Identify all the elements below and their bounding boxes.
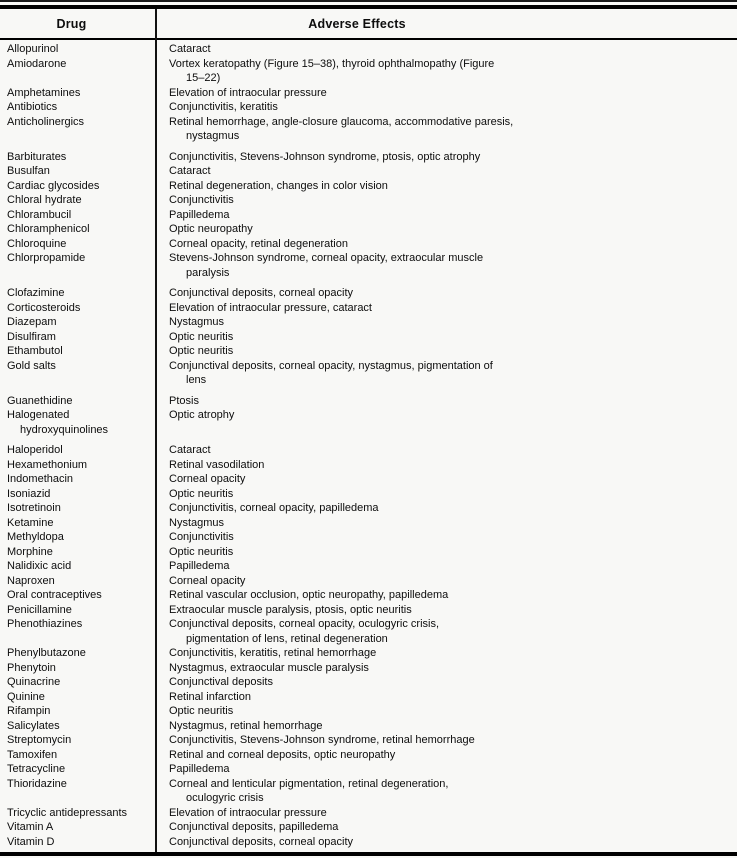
drug-name-line: Salicylates bbox=[7, 719, 60, 732]
drug-cell bbox=[0, 777, 157, 806]
effects-cell bbox=[157, 820, 737, 835]
effects-cell bbox=[157, 443, 737, 458]
effects-cell bbox=[157, 208, 737, 223]
effects-cell bbox=[157, 487, 737, 502]
effects-cell bbox=[157, 164, 737, 179]
bottom-rule bbox=[0, 852, 737, 856]
drug-name-line: Indomethacin bbox=[7, 473, 74, 485]
drug-cell bbox=[0, 42, 157, 57]
adverse-effect-line: pigmentation of lens, retinal degeneration bbox=[186, 632, 388, 645]
adverse-effect-line: Conjunctivitis, Stevens-Johnson syndrome, ptosis, optic atrophy bbox=[169, 150, 481, 163]
adverse-effect-line: Retinal hemorrhage, angle-closure glaucoma, accommodative paresis, bbox=[169, 115, 514, 128]
effects-cell bbox=[157, 222, 737, 237]
table-row bbox=[0, 748, 737, 763]
table-row bbox=[0, 762, 737, 777]
adverse-effect-line: Cataract bbox=[169, 43, 211, 55]
adverse-effect-line: Conjunctivitis, Stevens-Johnson syndrome, retinal hemorrhage bbox=[169, 734, 475, 746]
effects-cell bbox=[157, 286, 737, 301]
effects-cell bbox=[157, 690, 737, 705]
table-row bbox=[0, 559, 737, 574]
drug-cell bbox=[0, 646, 157, 661]
drug-name-line: Morphine bbox=[7, 545, 53, 558]
table-header-row bbox=[0, 9, 737, 38]
effects-cell bbox=[157, 733, 737, 748]
drug-cell bbox=[0, 359, 157, 388]
drug-cell bbox=[0, 806, 157, 821]
drug-cell bbox=[0, 820, 157, 835]
effects-cell bbox=[157, 574, 737, 589]
drug-cell bbox=[0, 574, 157, 589]
effects-cell bbox=[157, 661, 737, 676]
drug-cell bbox=[0, 545, 157, 560]
table-row bbox=[0, 100, 737, 115]
effects-cell bbox=[157, 150, 737, 165]
table-row bbox=[0, 164, 737, 179]
drug-cell bbox=[0, 501, 157, 516]
drug-name-line: Cardiac glycosides bbox=[7, 179, 100, 192]
drug-name-line: Anticholinergics bbox=[7, 115, 85, 128]
effects-cell bbox=[157, 344, 737, 359]
drug-cell bbox=[0, 675, 157, 690]
table-row bbox=[0, 359, 737, 388]
drug-cell bbox=[0, 286, 157, 301]
effects-cell bbox=[157, 588, 737, 603]
table-row bbox=[0, 516, 737, 531]
table-row bbox=[0, 806, 737, 821]
adverse-effect-line: oculogyric crisis bbox=[186, 792, 264, 804]
drug-cell bbox=[0, 472, 157, 487]
drug-name-line: Thioridazine bbox=[7, 777, 67, 790]
drug-cell bbox=[0, 458, 157, 473]
drug-name-line: Penicillamine bbox=[7, 603, 72, 616]
effects-cell bbox=[157, 835, 737, 850]
adverse-effect-line: Retinal infarction bbox=[169, 690, 251, 703]
adverse-effect-line: 15–22) bbox=[186, 72, 221, 84]
effects-cell bbox=[157, 545, 737, 560]
drug-cell bbox=[0, 748, 157, 763]
table-row bbox=[0, 330, 737, 345]
drug-name-line: Methyldopa bbox=[7, 531, 64, 543]
table-row bbox=[0, 820, 737, 835]
table-row bbox=[0, 603, 737, 618]
drug-name-line: Haloperidol bbox=[7, 444, 63, 456]
drug-name-line: Nalidixic acid bbox=[7, 560, 72, 572]
table-row bbox=[0, 344, 737, 359]
effects-cell bbox=[157, 646, 737, 661]
drug-name-line: Vitamin A bbox=[7, 821, 54, 833]
table-row bbox=[0, 777, 737, 806]
table-row bbox=[0, 501, 737, 516]
drug-cell bbox=[0, 530, 157, 545]
drug-name-line: Hexamethonium bbox=[7, 458, 88, 471]
table-row bbox=[0, 57, 737, 86]
drug-cell bbox=[0, 193, 157, 208]
drug-name-line: Diazepam bbox=[7, 316, 57, 328]
drug-name-line: Tamoxifen bbox=[7, 748, 58, 761]
effects-cell bbox=[157, 501, 737, 516]
drug-cell bbox=[0, 603, 157, 618]
drug-name-line: Vitamin D bbox=[7, 835, 55, 848]
adverse-effect-line: Corneal opacity bbox=[169, 473, 246, 485]
adverse-effect-line: Conjunctivitis, keratitis bbox=[169, 101, 278, 113]
drug-name-line: Ethambutol bbox=[7, 345, 63, 357]
table-row bbox=[0, 530, 737, 545]
drug-cell bbox=[0, 588, 157, 603]
adverse-effect-line: nystagmus bbox=[186, 130, 240, 142]
effects-cell bbox=[157, 719, 737, 734]
adverse-effect-line: paralysis bbox=[186, 266, 230, 279]
table-row bbox=[0, 179, 737, 194]
effects-cell bbox=[157, 394, 737, 409]
drug-cell bbox=[0, 344, 157, 359]
table-row bbox=[0, 150, 737, 165]
adverse-effect-line: Nystagmus bbox=[169, 316, 225, 328]
table-row bbox=[0, 690, 737, 705]
effects-cell bbox=[157, 193, 737, 208]
adverse-effect-line: Nystagmus bbox=[169, 516, 225, 529]
drug-cell bbox=[0, 251, 157, 280]
adverse-effect-line: Ptosis bbox=[169, 394, 199, 407]
effects-cell bbox=[157, 408, 737, 437]
table-row bbox=[0, 208, 737, 223]
drug-name-line: Phenylbutazone bbox=[7, 647, 86, 659]
drug-name-line: Isotretinoin bbox=[7, 502, 61, 514]
drug-name-line: Corticosteroids bbox=[7, 301, 81, 314]
adverse-effect-line: Conjunctival deposits, corneal opacity bbox=[169, 835, 354, 848]
effects-cell bbox=[157, 458, 737, 473]
adverse-effect-line: Conjunctivitis, keratitis, retinal hemorrhage bbox=[169, 647, 377, 659]
effects-cell bbox=[157, 777, 737, 806]
table-row bbox=[0, 646, 737, 661]
adverse-effect-line: Cataract bbox=[169, 165, 211, 177]
drug-cell bbox=[0, 661, 157, 676]
drug-name-line: Naproxen bbox=[7, 574, 55, 587]
effects-cell bbox=[157, 237, 737, 252]
effects-cell bbox=[157, 42, 737, 57]
table-row bbox=[0, 251, 737, 280]
drug-name-line: Chloral hydrate bbox=[7, 194, 82, 206]
table-row bbox=[0, 733, 737, 748]
drug-cell bbox=[0, 516, 157, 531]
adverse-effect-line: Optic neuritis bbox=[169, 345, 234, 357]
effects-cell bbox=[157, 251, 737, 280]
drug-cell bbox=[0, 301, 157, 316]
adverse-effects-column-header: Adverse Effects bbox=[308, 16, 406, 31]
drug-name-line: Amiodarone bbox=[7, 57, 67, 70]
effects-cell bbox=[157, 748, 737, 763]
effects-cell bbox=[157, 516, 737, 531]
drug-cell bbox=[0, 704, 157, 719]
drug-name-line: Phenothiazines bbox=[7, 618, 83, 630]
drug-cell bbox=[0, 208, 157, 223]
adverse-effect-line: Corneal opacity, retinal degeneration bbox=[169, 237, 348, 250]
effects-cell bbox=[157, 762, 737, 777]
drug-cell bbox=[0, 330, 157, 345]
table-row bbox=[0, 588, 737, 603]
effects-cell bbox=[157, 179, 737, 194]
drug-name-line: Rifampin bbox=[7, 705, 51, 717]
table-row bbox=[0, 86, 737, 101]
table-row bbox=[0, 301, 737, 316]
drug-cell bbox=[0, 487, 157, 502]
drug-name-line: Chlorambucil bbox=[7, 208, 72, 221]
adverse-effect-line: Vortex keratopathy (Figure 15–38), thyroid ophthalmopathy (Figure bbox=[169, 57, 495, 70]
adverse-effect-line: Conjunctival deposits, corneal opacity bbox=[169, 287, 354, 299]
drug-cell bbox=[0, 690, 157, 705]
drug-cell bbox=[0, 164, 157, 179]
drug-cell bbox=[0, 617, 157, 646]
table-row bbox=[0, 408, 737, 437]
drug-name-line: Ketamine bbox=[7, 516, 54, 529]
adverse-effect-line: Elevation of intraocular pressure, cataract bbox=[169, 301, 372, 314]
effects-cell bbox=[157, 603, 737, 618]
adverse-effect-line: Optic neuritis bbox=[169, 545, 234, 558]
adverse-effect-line: Nystagmus, retinal hemorrhage bbox=[169, 719, 323, 732]
table-row bbox=[0, 315, 737, 330]
adverse-effect-line: Cataract bbox=[169, 444, 211, 456]
drug-name-line: Quinine bbox=[7, 690, 45, 703]
drug-name-line: Disulfiram bbox=[7, 330, 56, 343]
adverse-effect-line: Conjunctival deposits bbox=[169, 676, 273, 688]
drug-name-line: Allopurinol bbox=[7, 43, 59, 55]
adverse-effect-line: Retinal degeneration, changes in color vision bbox=[169, 179, 388, 192]
drug-name-line: Quinacrine bbox=[7, 676, 61, 688]
drug-name-line: Chlorpropamide bbox=[7, 252, 86, 264]
table-row bbox=[0, 487, 737, 502]
adverse-effect-line: lens bbox=[186, 374, 207, 386]
drug-name-line: Phenytoin bbox=[7, 661, 56, 674]
drug-cell bbox=[0, 150, 157, 165]
drug-name-line: Isoniazid bbox=[7, 487, 51, 500]
table-row bbox=[0, 458, 737, 473]
adverse-effect-line: Conjunctival deposits, corneal opacity, oculogyric crisis, bbox=[169, 618, 440, 630]
effects-cell bbox=[157, 675, 737, 690]
adverse-effect-line: Optic neuritis bbox=[169, 330, 234, 343]
adverse-effect-line: Elevation of intraocular pressure bbox=[169, 86, 327, 99]
table-row bbox=[0, 42, 737, 57]
effects-cell bbox=[157, 315, 737, 330]
table-row bbox=[0, 574, 737, 589]
adverse-effect-line: Conjunctival deposits, papilledema bbox=[169, 821, 339, 833]
drug-cell bbox=[0, 733, 157, 748]
drug-cell bbox=[0, 100, 157, 115]
drug-cell bbox=[0, 115, 157, 144]
table-row bbox=[0, 115, 737, 144]
drug-name-line: Barbiturates bbox=[7, 150, 67, 163]
adverse-effect-line: Optic atrophy bbox=[169, 409, 235, 421]
effects-cell bbox=[157, 704, 737, 719]
adverse-effect-line: Conjunctivitis, corneal opacity, papilledema bbox=[169, 502, 379, 514]
drug-name-line: Guanethidine bbox=[7, 394, 73, 407]
table-row bbox=[0, 443, 737, 458]
adverse-effect-line: Retinal vascular occlusion, optic neuropathy, papilledema bbox=[169, 589, 449, 601]
adverse-effect-line: Optic neuropathy bbox=[169, 223, 253, 235]
table-row bbox=[0, 286, 737, 301]
drug-name-line: Busulfan bbox=[7, 165, 50, 177]
drug-name-line: hydroxyquinolines bbox=[20, 423, 109, 436]
drug-cell bbox=[0, 835, 157, 850]
table-row bbox=[0, 545, 737, 560]
drug-cell bbox=[0, 394, 157, 409]
adverse-effect-line: Corneal opacity bbox=[169, 574, 246, 587]
table-row bbox=[0, 661, 737, 676]
table-row bbox=[0, 719, 737, 734]
drug-cell bbox=[0, 762, 157, 777]
adverse-effect-line: Conjunctivitis bbox=[169, 531, 234, 543]
table-row bbox=[0, 617, 737, 646]
effects-cell bbox=[157, 301, 737, 316]
adverse-effect-line: Nystagmus, extraocular muscle paralysis bbox=[169, 661, 369, 674]
drug-name-line: Tricyclic antidepressants bbox=[7, 806, 128, 819]
effects-cell bbox=[157, 530, 737, 545]
table-row bbox=[0, 472, 737, 487]
adverse-effect-line: Corneal and lenticular pigmentation, retinal degeneration, bbox=[169, 777, 449, 790]
drug-name-line: Oral contraceptives bbox=[7, 589, 102, 601]
adverse-effect-line: Retinal vasodilation bbox=[169, 458, 265, 471]
effects-cell bbox=[157, 57, 737, 86]
drug-cell bbox=[0, 86, 157, 101]
drug-name-line: Clofazimine bbox=[7, 287, 65, 299]
table-row bbox=[0, 394, 737, 409]
top-outer-rule bbox=[0, 0, 737, 2]
drug-column-header: Drug bbox=[56, 16, 87, 31]
drug-cell bbox=[0, 443, 157, 458]
effects-cell bbox=[157, 359, 737, 388]
adverse-effect-line: Extraocular muscle paralysis, ptosis, optic neuritis bbox=[169, 603, 412, 616]
table-row bbox=[0, 704, 737, 719]
effects-cell bbox=[157, 617, 737, 646]
drug-cell bbox=[0, 315, 157, 330]
column-divider-rule bbox=[155, 9, 157, 855]
drug-cell bbox=[0, 719, 157, 734]
table-row bbox=[0, 193, 737, 208]
adverse-effect-line: Retinal and corneal deposits, optic neuropathy bbox=[169, 748, 396, 761]
effects-cell bbox=[157, 806, 737, 821]
drug-cell bbox=[0, 222, 157, 237]
table-body bbox=[0, 40, 737, 849]
drug-cell bbox=[0, 57, 157, 86]
drug-name-line: Chloramphenicol bbox=[7, 223, 90, 235]
drug-name-line: Halogenated bbox=[7, 409, 70, 421]
adverse-effect-line: Conjunctivitis bbox=[169, 194, 234, 206]
drug-cell bbox=[0, 179, 157, 194]
drug-name-line: Antibiotics bbox=[7, 101, 58, 113]
effects-cell bbox=[157, 100, 737, 115]
table-row bbox=[0, 675, 737, 690]
drug-name-line: Gold salts bbox=[7, 359, 56, 372]
effects-cell bbox=[157, 115, 737, 144]
adverse-effect-line: Stevens-Johnson syndrome, corneal opacity, extraocular muscle bbox=[169, 252, 484, 264]
drug-name-line: Tetracycline bbox=[7, 763, 66, 775]
table-row bbox=[0, 237, 737, 252]
adverse-effect-line: Conjunctival deposits, corneal opacity, nystagmus, pigmentation of bbox=[169, 359, 493, 372]
adverse-effect-line: Optic neuritis bbox=[169, 705, 234, 717]
effects-cell bbox=[157, 330, 737, 345]
adverse-effect-line: Papilledema bbox=[169, 208, 230, 221]
effects-cell bbox=[157, 86, 737, 101]
drug-name-line: Amphetamines bbox=[7, 86, 81, 99]
table-row bbox=[0, 222, 737, 237]
adverse-effect-line: Optic neuritis bbox=[169, 487, 234, 500]
effects-cell bbox=[157, 472, 737, 487]
drug-cell bbox=[0, 559, 157, 574]
effects-cell bbox=[157, 559, 737, 574]
adverse-effect-line: Papilledema bbox=[169, 763, 230, 775]
drug-cell bbox=[0, 237, 157, 252]
adverse-effect-line: Papilledema bbox=[169, 560, 230, 572]
drug-name-line: Chloroquine bbox=[7, 237, 67, 250]
drug-name-line: Streptomycin bbox=[7, 734, 72, 746]
adverse-effect-line: Elevation of intraocular pressure bbox=[169, 806, 327, 819]
drug-cell bbox=[0, 408, 157, 437]
table-row bbox=[0, 835, 737, 850]
